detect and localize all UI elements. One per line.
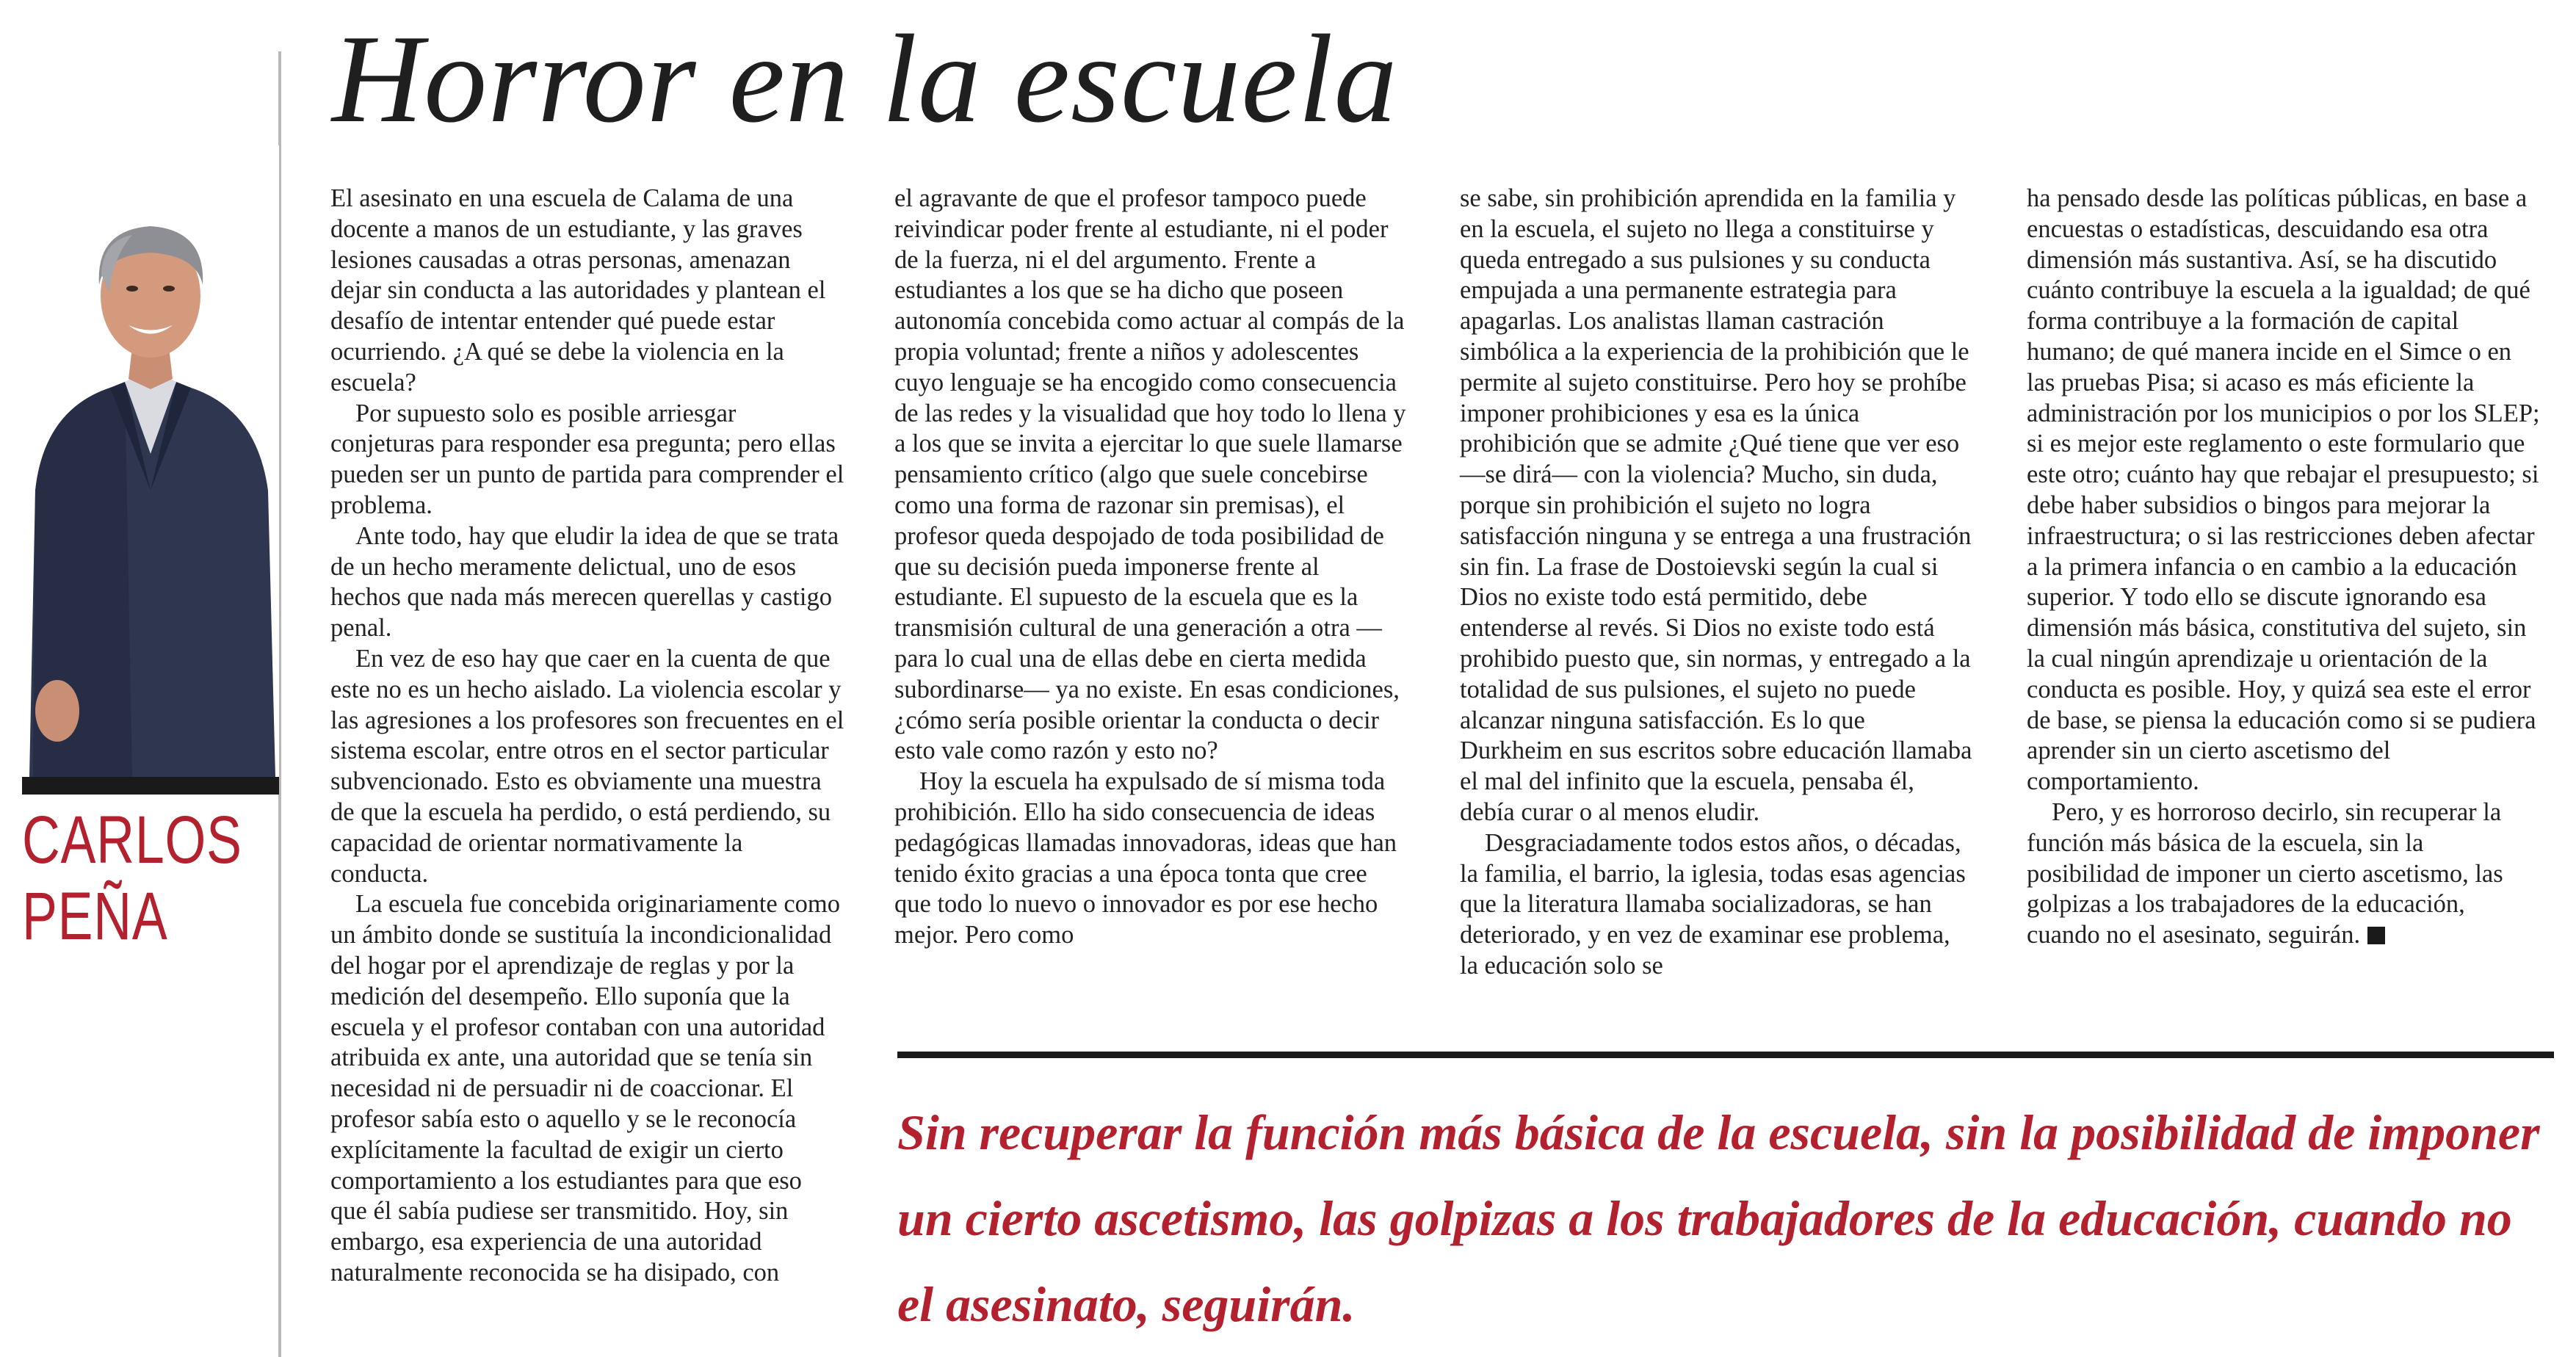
paragraph: La escuela fue concebida originariamente como un ámbito donde se sustituía la incondicionalidad del hogar por el aprendizaje de reglas y por la medición del desempeño. Ello suponía que la escuela y el profesor contaban con una autoridad atribuida ex ante, una autoridad que se tenía sin necesidad ni de persuadir ni de coaccionar. El profesor sabía esto o aquello y se le reconocía explícitamente la facultad de exigir un cierto comportamiento a los estudiantes para que eso que él sabía pudiese ser transmitido. Hoy, sin embargo, esa experiencia de una autoridad naturalmente reconocida se ha disipado, con — [330, 890, 840, 1287]
paragraph: El asesinato en una escuela de Calama de una docente a manos de un estudiante, y las graves lesiones causadas a otras personas, amenazan dejar sin conducta a las autoridades y plantean el desafío de intentar entender qué puede estar ocurriendo. ¿A qué se debe la violencia en la escuela? — [330, 184, 826, 397]
author-name-bar — [22, 777, 279, 795]
author-last-name: PEÑA — [22, 879, 168, 954]
closing-paragraph-text: Pero, y es horroroso decirlo, sin recuperar la función más básica de la escuela, sin la posibilidad de imponer un cierto ascetismo, las golpizas a los trabajadores de la educación, cuando no el asesinato, seguirán. — [2027, 797, 2503, 949]
pull-quote: Sin recuperar la función más básica de la escuela, sin la posibilidad de imponer un cierto ascetismo, las golpizas a los trabajadores de la educación, cuando no el asesinato, seguirán. — [897, 1104, 2540, 1332]
pull-quote-rule — [897, 1052, 2554, 1058]
headline: Horror en la escuela — [332, 10, 1398, 149]
article-column-4 — [2027, 184, 2541, 951]
author-photo — [22, 145, 279, 777]
paragraph: Por supuesto solo es posible arriesgar conjeturas para responder esa pregunta; pero ellas pueden ser un punto de partida para comprender el problema. — [330, 399, 844, 519]
article-column-3 — [1460, 184, 1974, 982]
author-portrait-icon — [22, 145, 279, 777]
end-of-article-square-icon — [2367, 927, 2385, 944]
paragraph: Desgraciadamente todos estos años, o décadas, la familia, el barrio, la iglesia, todas esas agencias que la literatura llamaba socializadoras, se han deteriorado, y en vez de examinar ese problema, la educación solo se — [1460, 828, 1966, 980]
paragraph: Ante todo, hay que eludir la idea de que se trata de un hecho meramente delictual, uno de esos hechos que nada más merecen querellas y castigo penal. — [330, 521, 839, 643]
article-column-1 — [330, 184, 844, 1289]
article-column-2 — [894, 184, 1408, 951]
paragraph: el agravante de que el profesor tampoco puede reivindicar poder frente al estudiante, ni el poder de la fuerza, ni el del argumento. Frente a estudiantes a los que se ha dicho que poseen autonomía concebida como actuar al compás de la propia voluntad; frente a niños y adolescentes cuyo lenguaje se ha encogido como consecuencia de las redes y la visualidad que hoy todo lo llena y a los que se invita a ejercitar lo que suele llamarse pensamiento crítico (algo que suele concebirse como una forma de razonar sin premisas), el profesor queda despojado de toda posibilidad de que su decisión pueda imponerse frente al estudiante. El supuesto de la escuela que es la transmisión cultural de una generación a otra —para lo cual una de ellas debe en cierta medida subordinarse— ya no existe. En esas condiciones, ¿cómo sería posible orientar la conducta o decir esto vale como razón y esto no? — [894, 184, 1406, 765]
paragraph: En vez de eso hay que caer en la cuenta de que este no es un hecho aislado. La violencia escolar y las agresiones a los profesores son frecuentes en el sistema escolar, entre otros en el sector particular subvencionado. Esto es obviamente una muestra de que la escuela ha perdido, o está perdiendo, su capacidad de orientar normativamente la conducta. — [330, 644, 844, 888]
author-first-name: CARLOS — [22, 803, 242, 877]
paragraph: Hoy la escuela ha expulsado de sí misma toda prohibición. Ello ha sido consecuencia de ideas pedagógicas llamadas innovadoras, ideas que han tenido éxito gracias a una época tonta que cree que todo lo nuevo o innovador es por ese hecho mejor. Pero como — [894, 767, 1397, 949]
author-name — [22, 802, 242, 955]
paragraph: se sabe, sin prohibición aprendida en la familia y en la escuela, el sujeto no llega a constituirse y queda entregado a sus pulsiones y su conducta empujada a una permanente estrategia para apagarlas. Los analistas llaman castración simbólica a la experiencia de la prohibición que le permite al sujeto constituirse. Pero hoy se prohíbe imponer prohibiciones y esa es la única prohibición que se admite ¿Qué tiene que ver eso —se dirá— con la violencia? Mucho, sin duda, porque sin prohibición el sujeto no logra satisfacción ninguna y se entrega a una frustración sin fin. La frase de Dostoievski según la cual si Dios no existe todo está permitido, debe entenderse al revés. Si Dios no existe todo está prohibido puesto que, sin normas, y entregado a la totalidad de sus pulsiones, el sujeto no puede alcanzar ninguna satisfacción. Es lo que Durkheim en sus escritos sobre educación llamaba el mal del infinito que la escuela, pensaba él, debía curar o al menos eludir. — [1460, 184, 1972, 826]
paragraph: ha pensado desde las políticas públicas, en base a encuestas o estadísticas, descuidando esa otra dimensión más sustantiva. Así, se ha discutido cuánto contribuye la escuela a la igualdad; de qué forma contribuye a la formación de capital humano; de qué manera incide en el Simce o en las pruebas Pisa; si acaso es más eficiente la administración por los municipios o por los SLEP; si es mejor este reglamento o este formulario que este otro; cuánto hay que rebajar el presupuesto; si debe haber subsidios o bingos para mejorar la infraestructura; o si las restricciones deben afectar a la primera infancia o en cambio a la educación superior. Y todo ello se discute ignorando esa dimensión más básica, constitutiva del sujeto, sin la cual ningún aprendizaje u orientación de la conducta es posible. Hoy, y quizá sea este el error de base, se piensa la educación como si se pudiera aprender sin un cierto ascetismo del comportamiento. — [2027, 184, 2540, 796]
closing-paragraph — [2027, 797, 2541, 951]
